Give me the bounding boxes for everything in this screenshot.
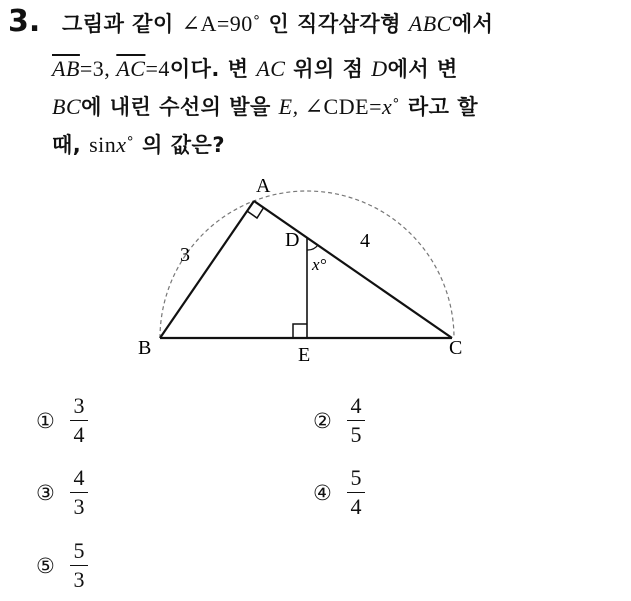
fraction [70,539,88,592]
choice-number: ④ [313,480,332,505]
numerator: 4 [350,393,362,418]
label-d: D [285,229,300,251]
numerator: 5 [350,465,362,490]
choice-number: ⑤ [36,553,55,578]
right-angle-mark-e [293,324,307,338]
denominator: 3 [73,567,85,592]
label-angle-x: x° [312,255,327,274]
denominator: 4 [350,494,362,519]
choice-1[interactable] [36,394,88,447]
fraction [70,394,88,447]
label-ab-length: 3 [180,244,190,266]
question-line-1: 그림과 같이 ∠A=90˚ 인 직각삼각형 ABC에서 [62,11,494,36]
numerator: 4 [73,465,85,490]
denominator: 4 [73,422,85,447]
choice-2[interactable] [313,394,365,447]
question-line-3: BC에 내린 수선의 발을 E, ∠CDE=x˚ 라고 할 [52,94,479,119]
side-ac [254,201,452,338]
denominator: 5 [350,422,362,447]
label-a: A [256,175,271,197]
label-c: C [449,337,463,359]
fraction [70,466,88,519]
side-ab [160,201,254,338]
choice-number: ② [313,408,332,433]
choice-3[interactable] [36,466,88,519]
question-line-4: 때, sinx˚ 의 값은? [52,132,226,157]
question-line-2: $\overline{AB}=3$, $\overline{AC}=4$이다. 변 AC 위의 점 D에서 변 [52,56,458,81]
question-number: 3. [8,4,41,39]
choice-4[interactable] [313,466,365,519]
label-e: E [298,344,311,366]
numerator: 5 [73,538,85,563]
angle-x-arc [307,245,318,250]
label-ac-length: 4 [360,230,370,252]
choice-number: ① [36,408,55,433]
fraction [347,394,365,447]
choice-5[interactable] [36,539,88,592]
fraction [347,466,365,519]
choice-number: ③ [36,480,55,505]
denominator: 3 [73,494,85,519]
numerator: 3 [73,393,85,418]
label-b: B [138,337,152,359]
